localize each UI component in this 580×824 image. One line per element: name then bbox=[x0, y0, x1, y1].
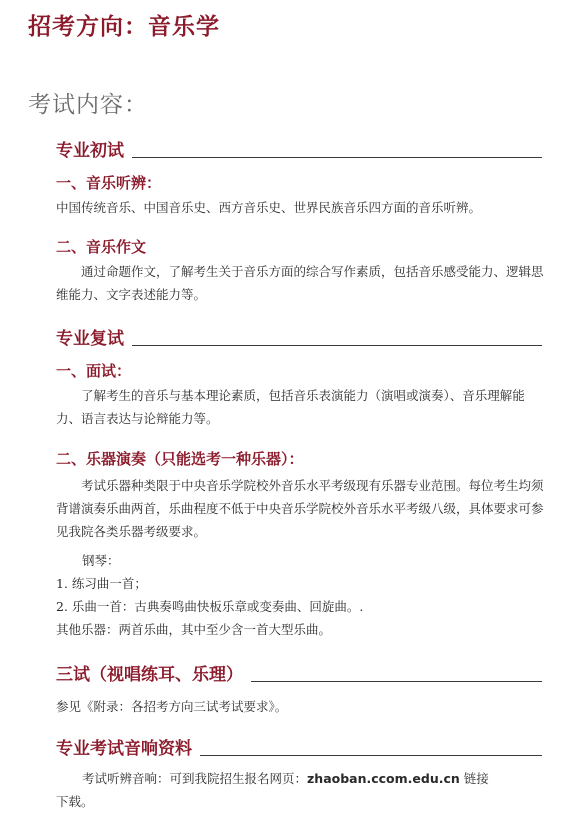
paragraph-music-essay: 通过命题作文，了解考生关于音乐方面的综合写作素质，包括音乐感受能力、逻辑思维能力、文字表述能力等。 bbox=[56, 264, 544, 302]
paragraph-instrument: 考试乐器种类限于中央音乐学院校外音乐水平考级现有乐器专业范围。每位考生均须背谱演奏乐曲两首，乐曲程度不低于中央音乐学院校外音乐水平考级八级，具体要求可参见我院各类乐器考级要求。 bbox=[56, 478, 544, 539]
section-retest bbox=[56, 324, 542, 349]
enrollment-url-link[interactable]: zhaoban.ccom.edu.cn bbox=[307, 771, 460, 786]
subheading-music-essay: 二、音乐作文 bbox=[56, 238, 147, 256]
subheading-music-listening: 一、音乐听辨： bbox=[56, 174, 162, 192]
audio-text-prefix: 考试听辨音响：可到我院招生报名网页： bbox=[82, 771, 308, 786]
section-third-exam bbox=[56, 660, 542, 685]
section-heading: 专业复试 bbox=[56, 329, 124, 349]
section-heading: 专业考试音响资料 bbox=[56, 739, 192, 759]
paragraph-music-listening: 中国传统音乐、中国音乐史、西方音乐史、世界民族音乐四方面的音乐听辨。 bbox=[56, 200, 482, 215]
section-divider bbox=[132, 156, 542, 158]
other-instruments: 其他乐器：两首乐曲，其中至少含一首大型乐曲。 bbox=[56, 622, 332, 637]
section-divider bbox=[200, 754, 542, 756]
section-heading: 专业初试 bbox=[56, 141, 124, 161]
audio-text-end: 下载。 bbox=[56, 794, 94, 809]
section-initial-exam bbox=[56, 136, 542, 161]
exam-content-label: 考试内容： bbox=[28, 92, 148, 118]
piano-item-1: 1. 练习曲一首； bbox=[56, 576, 147, 591]
piano-item-2: 2. 乐曲一首：古典奏鸣曲快板乐章或变奏曲、回旋曲。. bbox=[56, 599, 364, 614]
section-divider bbox=[251, 680, 542, 682]
page-title: 招考方向：音乐学 bbox=[28, 14, 220, 40]
subheading-interview: 一、面试： bbox=[56, 362, 132, 380]
section-audio-materials bbox=[56, 734, 542, 759]
piano-label: 钢琴： bbox=[82, 553, 120, 568]
subheading-instrument: 二、乐器演奏（只能选考一种乐器）： bbox=[56, 450, 304, 468]
paragraph-third-exam: 参见《附录：各招考方向三试考试要求》。 bbox=[56, 699, 288, 714]
section-heading: 三试（视唱练耳、乐理） bbox=[56, 665, 243, 685]
paragraph-audio bbox=[82, 769, 489, 789]
paragraph-interview: 了解考生的音乐与基本理论素质，包括音乐表演能力（演唱或演奏）、音乐理解能力、语言表达与论辩能力等。 bbox=[56, 388, 525, 426]
audio-text-suffix: 链接 bbox=[459, 771, 489, 786]
section-divider bbox=[132, 344, 542, 346]
